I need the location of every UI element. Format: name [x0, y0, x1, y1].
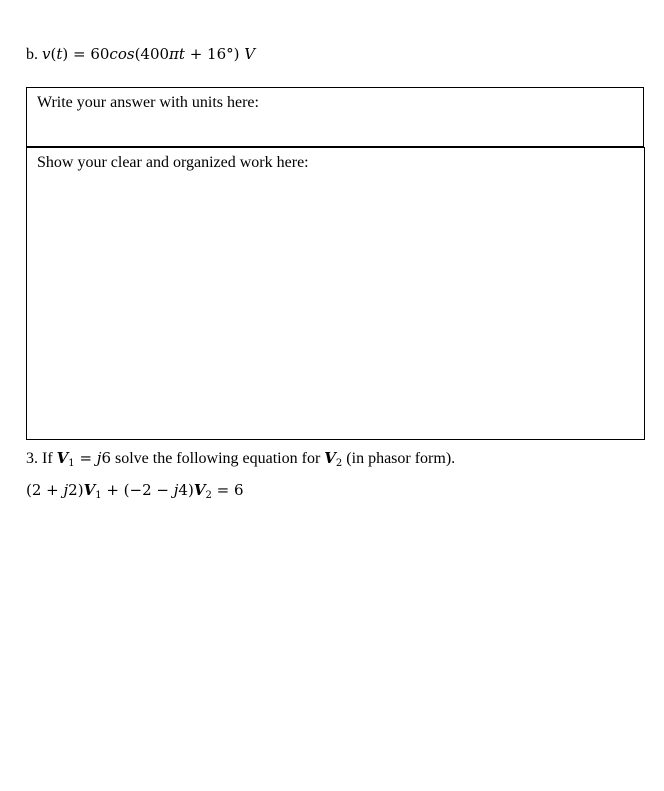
problem-b-label: b. — [26, 46, 38, 63]
problem-b-equation: v(t) = 60cos(400πt + 16°) V — [42, 45, 256, 63]
question-3-equation — [26, 481, 244, 501]
question-3-middle: solve the following equation for — [114, 450, 321, 467]
answer-box-label: Write your answer with units here: — [37, 94, 259, 111]
work-box[interactable] — [26, 147, 645, 440]
question-3-condition: $V_1 = j6$ — [56, 449, 111, 469]
question-3-target: $V_2$ — [324, 449, 343, 469]
answer-box[interactable] — [26, 87, 644, 147]
question-3-number: 3. — [26, 450, 38, 467]
problem-b-statement — [26, 45, 255, 64]
question-3-statement — [26, 449, 455, 469]
question-3-prefix: If — [42, 450, 53, 467]
question-3-suffix: (in phasor form). — [346, 450, 456, 467]
question-3-equation-math: $(2 + j2)V_1 + (-2 - j4)V_2 = 6$ — [26, 481, 244, 501]
work-box-label: Show your clear and organized work here: — [37, 154, 309, 171]
